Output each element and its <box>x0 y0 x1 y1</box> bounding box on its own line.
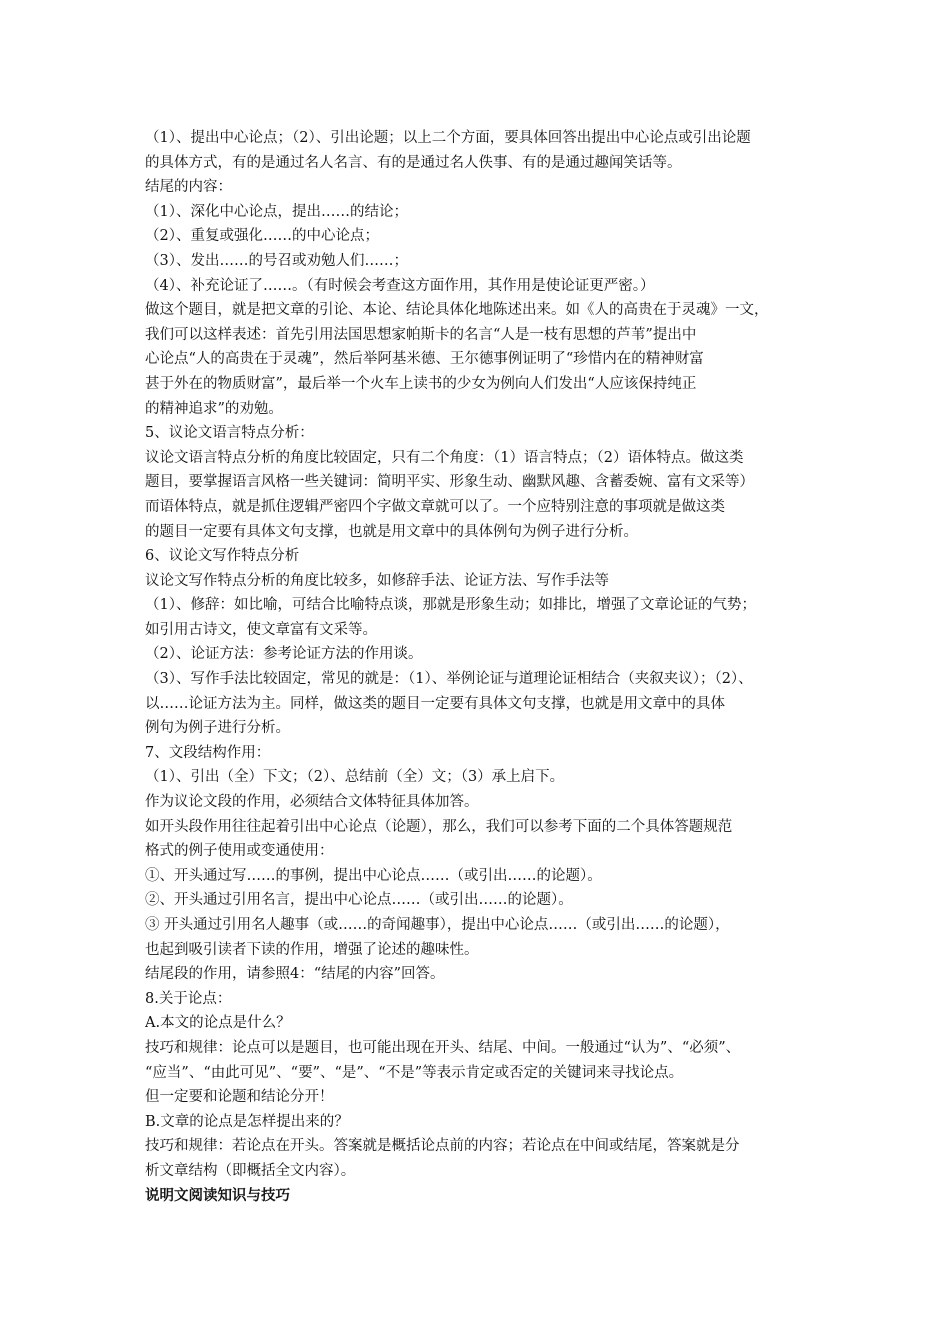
section-heading: 6、议论文写作特点分析 <box>145 548 300 565</box>
text-line: 但一定要和论题和结论分开！ <box>145 1089 334 1106</box>
text-line: 的具体方式，有的是通过名人名言、有的是通过名人佚事、有的是通过趣闻笑话等。 <box>145 154 682 171</box>
text-line: 结尾段的作用，请参照4：“结尾的内容”回答。 <box>145 966 445 983</box>
section-heading: 5、议论文语言特点分析： <box>145 425 314 442</box>
text-line: ①、开头通过写……的事例，提出中心论点……（或引出……的论题）。 <box>145 867 602 884</box>
text-line: 的题目一定要有具体文句支撑，也就是用文章中的具体例句为例子进行分析。 <box>145 523 638 540</box>
text-line: 结尾的内容： <box>145 179 232 196</box>
text-line: 题目，要掌握语言风格一些关键词：简明平实、形象生动、幽默风趣、含蓄委婉、富有文采等） <box>145 474 754 491</box>
text-line: 的精神追求”的劝勉。 <box>145 400 283 417</box>
text-line: 技巧和规律：论点可以是题目，也可能出现在开头、结尾、中间。一般通过“认为”、“必须”、 <box>145 1039 741 1056</box>
chapter-heading: 说明文阅读知识与技巧 <box>145 1186 290 1204</box>
text-line: （2）、重复或强化……的中心论点； <box>145 228 379 245</box>
text-line: （1）、深化中心论点，提出……的结论； <box>145 203 408 220</box>
section-heading: 8.关于论点： <box>145 990 232 1007</box>
text-line: 也起到吸引读者下读的作用，增强了论述的趣味性。 <box>145 941 479 958</box>
document-body <box>145 126 815 1208</box>
text-line: 以……论证方法为主。同样，做这类的题目一定要有具体文句支撑，也就是用文章中的具体 <box>145 695 725 712</box>
text-line: 作为议论文段的作用，必须结合文体特征具体加答。 <box>145 794 479 811</box>
text-line: （1）、修辞：如比喻，可结合比喻特点谈，那就是形象生动；如排比，增强了文章论证的气势； <box>145 597 756 614</box>
text-line: 析文章结构（即概括全文内容）。 <box>145 1162 356 1179</box>
text-line: 格式的例子使用或变通使用： <box>145 843 334 860</box>
text-line: 如引用古诗文，使文章富有文采等。 <box>145 621 377 638</box>
text-line: （3）、写作手法比较固定，常见的就是：（1）、举例论证与道理论证相结合（夹叙夹议）；（2）、 <box>145 671 753 688</box>
text-line: 我们可以这样表述：首先引用法国思想家帕斯卡的名言“人是一枝有思想的芦苇”提出中 <box>145 326 697 343</box>
text-line: 而语体特点，就是抓住逻辑严密四个字做文章就可以了。一个应特别注意的事项就是做这类 <box>145 498 725 515</box>
text-line: （3）、发出……的号召或劝勉人们……； <box>145 252 408 269</box>
text-line: 议论文语言特点分析的角度比较固定，只有二个角度：（1）语言特点；（2）语体特点。做这类 <box>145 449 744 466</box>
text-line: （4）、补充论证了……。（有时候会考查这方面作用，其作用是使论证更严密。） <box>145 277 655 294</box>
section-heading: 7、文段结构作用： <box>145 744 271 761</box>
text-line: 议论文写作特点分析的角度比较多，如修辞手法、论证方法、写作手法等 <box>145 572 609 589</box>
text-line: A.本文的论点是什么？ <box>145 1015 291 1032</box>
text-line: 技巧和规律：若论点在开头。答案就是概括论点前的内容；若论点在中间或结尾，答案就是分 <box>145 1138 740 1155</box>
text-line: ③ 开头通过引用名人趣事（或……的奇闻趣事），提出中心论点……（或引出……的论题）， <box>145 917 730 933</box>
text-line: “应当”、“由此可见”、“要”、“是”、“不是”等表示肯定或否定的关键词来寻找论点。 <box>145 1064 684 1081</box>
text-line: ②、开头通过引用名言，提出中心论点……（或引出……的论题）。 <box>145 892 573 909</box>
text-line: 心论点“人的高贵在于灵魂”，然后举阿基米德、王尔德事例证明了“珍惜内在的精神财富 <box>145 351 704 368</box>
text-line: 例句为例子进行分析。 <box>145 720 290 737</box>
text-line: 甚于外在的物质财富”，最后举一个火车上读书的少女为例向人们发出“人应该保持纯正 <box>145 375 697 392</box>
text-line: （1）、引出（全）下文；（2）、总结前（全）文；（3）承上启下。 <box>145 769 565 786</box>
text-line: 做这个题目，就是把文章的引论、本论、结论具体化地陈述出来。如《人的高贵在于灵魂》一文， <box>145 302 769 319</box>
text-line: B.文章的论点是怎样提出来的？ <box>145 1113 349 1130</box>
text-line: 如开头段作用往往起着引出中心论点（论题），那么，我们可以参考下面的二个具体答题规范 <box>145 818 733 835</box>
text-line: （2）、论证方法：参考论证方法的作用谈。 <box>145 646 423 663</box>
text-line: （1）、提出中心论点；（2）、引出论题；以上二个方面，要具体回答出提出中心论点或引出论题 <box>145 130 751 146</box>
